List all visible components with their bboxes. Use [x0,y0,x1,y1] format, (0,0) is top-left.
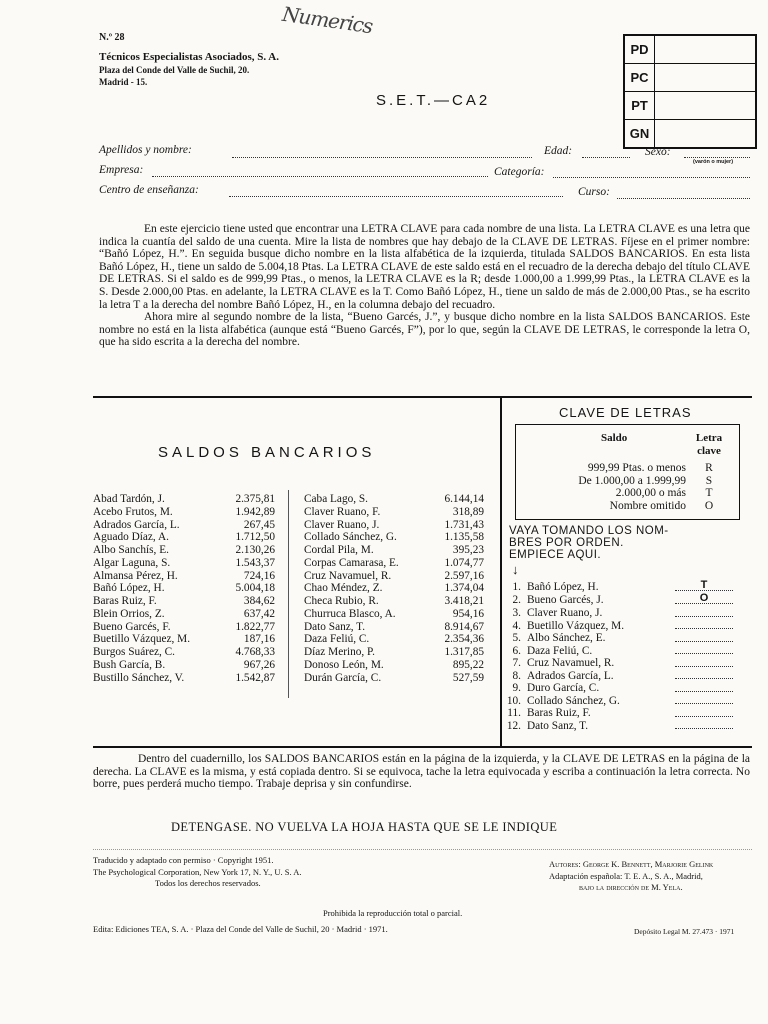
saldo-amount: 5.004,18 [235,582,275,595]
divider-vertical [500,397,502,747]
clave-head-letra: Letra clave [695,432,723,457]
saldo-row [93,646,275,659]
saldo-name: Almansa Pérez, H. [93,569,178,582]
saldo-amount: 1.135,58 [444,531,484,544]
answer-field[interactable] [675,682,733,692]
exercise-item [503,581,748,594]
saldo-row [93,659,275,672]
saldo-name: Baras Ruiz, F. [93,595,157,607]
saldo-row [304,544,484,557]
exercise-name: Buetillo Vázquez, M. [527,619,625,632]
saldo-amount: 2.130,26 [235,544,275,556]
saldo-amount: 1.543,37 [235,556,275,569]
saldo-row [304,519,484,532]
saldo-name: Claver Ruano, F. [304,505,381,518]
saldo-name: Bueno Garcés, F. [93,620,171,633]
clave-letter: S [705,474,713,487]
sexo-note: (varón o mujer) [693,159,734,165]
saldo-amount: 4.768,33 [235,646,275,658]
exercise-item [503,670,748,683]
page-title: S.E.T.—CA2 [376,92,491,109]
saldo-name: Donoso León, M. [304,658,384,671]
exercise-item [503,645,748,658]
saldo-name: Bañó López, H. [93,582,165,595]
empresa-label: Empresa: [99,164,144,176]
saldos-column-divider [288,490,289,698]
saldo-name: Abad Tardón, J. [93,493,165,505]
saldo-row [304,621,484,634]
exercise-name: Dato Sanz, T. [527,719,589,732]
saldo-amount: 1.942,89 [235,505,275,518]
saldo-name: Aguado Díaz, A. [93,531,169,544]
score-boxes [623,34,757,149]
saldo-name: Blein Orrios, Z. [93,607,165,620]
saldo-amount: 384,62 [243,595,275,607]
edad-label: Edad: [544,145,573,157]
exercise-name: Bañó López, H. [527,581,599,593]
saldo-amount: 3.418,21 [444,595,484,607]
saldo-row [304,570,484,583]
sexo-label: Sexo: [645,146,671,158]
saldo-row [304,633,484,646]
saldo-row [304,493,484,506]
saldo-row [304,646,484,659]
exercise-number: 9. [512,682,521,695]
saldos-column-1 [93,493,275,684]
exercise-number: 8. [512,669,521,682]
saldo-amount: 954,16 [452,607,484,620]
answer-field[interactable] [675,620,733,630]
saldo-row [93,672,275,685]
saldo-name: Burgos Suárez, C. [93,646,176,658]
saldo-name: Cruz Navamuel, R. [304,569,392,582]
exercise-number: 4. [512,619,521,632]
answer-field[interactable]: T [675,581,733,591]
clave-range: 999,99 Ptas. o menos [587,462,686,474]
exercise-list [503,581,748,732]
exercise-item [503,620,748,633]
saldo-amount: 527,59 [452,671,484,684]
curso-field[interactable] [617,198,750,199]
saldo-amount: 637,42 [243,607,275,620]
score-box-pc[interactable]: PC [625,64,755,92]
saldo-amount: 1.317,85 [444,646,484,658]
form-number: N.º 28 [99,32,125,43]
exercise-number: 10. [506,694,521,707]
saldo-amount: 267,45 [243,518,275,531]
categoria-label: Categoría: [494,166,545,178]
saldo-amount: 2.354,36 [444,633,484,646]
saldo-amount: 6.144,14 [444,493,484,505]
answer-field[interactable] [675,707,733,717]
score-box-gn[interactable]: GN [625,120,755,147]
exercise-name: Cruz Navamuel, R. [527,657,615,670]
answer-field[interactable] [675,632,733,642]
exercise-name: Claver Ruano, J. [527,607,603,619]
handwritten-annotation: Numerics [280,1,374,39]
exercise-item [503,707,748,720]
saldo-row [93,557,275,570]
saldo-row [304,582,484,595]
answer-field[interactable] [675,720,733,730]
arrow-down-icon: ↓ [512,562,519,577]
exercise-name: Collado Sánchez, G. [527,694,620,707]
answer-field[interactable] [675,645,733,655]
saldo-name: Dato Sanz, T. [304,620,366,633]
clave-range: De 1.000,00 a 1.999,99 [578,474,686,487]
footer-edita: Edita: Ediciones TEA, S. A. · Plaza del Conde del Valle de Suchil, 20 · Madrid · 1971. [93,924,388,934]
saldo-name: Checa Rubio, R. [304,595,379,607]
saldo-name: Albo Sanchís, E. [93,544,169,556]
saldo-row [304,557,484,570]
exercise-name: Adrados García, L. [527,669,614,682]
clave-letter: R [705,462,713,474]
saldo-row [93,595,275,608]
saldo-amount: 724,16 [243,569,275,582]
divider-bottom [93,746,752,748]
answer-field[interactable] [675,695,733,705]
clave-letter: T [705,487,713,499]
saldo-row [304,531,484,544]
clave-range: 2.000,00 o más [615,487,686,499]
exercise-name: Albo Sánchez, E. [527,632,606,645]
clave-box [515,424,740,520]
saldo-row [93,621,275,634]
exercise-number: 11. [507,707,521,720]
saldo-row [304,595,484,608]
exercise-number: 5. [512,632,521,645]
answer-field[interactable] [675,657,733,667]
saldo-row [304,659,484,672]
clave-letter: O [704,499,714,512]
saldo-name: Claver Ruano, J. [304,518,380,531]
saldo-row [93,493,275,506]
saldo-row [304,506,484,519]
saldo-amount: 1.822,77 [235,620,275,633]
instructions-paragraph-1: En este ejercicio tiene usted que encontrar una LETRA CLAVE para cada nombre de una lista. La LETRA CLAVE es una letra que indica la cuantía del saldo de una cuenta. Mire la lista de nombres que hay debajo de la CLAVE DE LETRAS. Fíjese en el primer nombre: “Bañó López, H.”. En seguida busque dicho nombre en la lista alfabética de la izquierda, titulada SALDOS BANCARIOS. En esta lista Bañó López, H., tiene un saldo de 5.004,18 Ptas. La LETRA CLAVE de este saldo está en el recuadro de la derecha debajo del título CLAVE DE LETRAS. Si el saldo es de 999,99 Ptas., o menos, la LETRA CLAVE es la R; desde 1.000,00 a 1.999,99 Ptas., la LETRA CLAVE es la S. Desde 2.000,00 Ptas. en adelante, la LETRA CLAVE es la T. Como Bañó López, H., tiene un saldo de más de 2.000,00 Ptas., se ha escrito la letra T a la derecha del nombre Bañó López, H., en la columna debajo del recuadro. [99,223,750,311]
curso-label: Curso: [578,186,610,198]
saldo-row [93,582,275,595]
saldo-amount: 895,22 [452,658,484,671]
saldo-amount: 1.731,43 [444,518,484,531]
saldo-name: Collado Sánchez, G. [304,531,397,544]
answer-field[interactable] [675,670,733,680]
saldo-amount: 395,23 [452,544,484,556]
saldo-name: Churruca Blasco, A. [304,607,396,620]
clave-title: CLAVE DE LETRAS [559,405,692,420]
centro-field[interactable] [229,196,563,197]
divider-top [93,396,752,398]
saldo-row [93,633,275,646]
instructions-paragraph-2: Ahora mire al segundo nombre de la lista, “Bueno Garcés, J.”, y busque dicho nombre en la lista SALDOS BANCARIOS. Este nombre no está en la lista alfabética (aunque está “Bueno Garcés, F”), por lo que, según la CLAVE DE LETRAS, le corresponde la letra O, que ha sido escrita a la derecha del nombre. [99,311,750,349]
exercise-number: 1. [512,581,521,593]
saldo-row [93,519,275,532]
footer-left: Traducido y adaptado con permiso · Copyright 1951. The Psychological Corporation, New York 17, N. Y., U. S. A. Todos los derechos reservados. [93,855,302,888]
exercise-number: 2. [512,594,521,606]
saldo-name: Díaz Merino, P. [304,646,375,658]
clave-letters [692,462,726,512]
instructions [99,223,750,349]
saldos-title: SALDOS BANCARIOS [158,444,376,461]
stop-notice: DETENGASE. NO VUELVA LA HOJA HASTA QUE SE LE INDIQUE [171,820,558,834]
categoria-field[interactable] [553,177,750,178]
exercise-heading: VAYA TOMANDO LOS NOM- BRES POR ORDEN. EMPIECE AQUI. [509,525,669,561]
exercise-item [503,682,748,695]
footer-deposito: Depósito Legal M. 27.473 · 1971 [634,927,735,936]
saldo-amount: 8.914,67 [444,620,484,633]
company-city: Madrid - 15. [99,77,148,87]
exercise-number: 12. [506,719,521,732]
saldo-amount: 1.712,50 [235,531,275,544]
empresa-field[interactable] [152,176,488,177]
company-address: Plaza del Conde del Valle de Suchil, 20. [99,65,250,75]
score-box-pt[interactable]: PT [625,92,755,120]
saldo-name: Caba Lago, S. [304,493,369,505]
saldo-row [93,570,275,583]
saldo-amount: 1.374,04 [444,582,484,595]
saldo-name: Algar Laguna, S. [93,556,171,569]
footer-right: Autores: George K. Bennett, Marjorie Gelink Adaptación española: T. E. A., S. A., Madrid, bajo la dirección de M. Yela. [549,859,714,892]
clave-head-saldo: Saldo [601,432,628,444]
saldo-amount: 2.597,16 [444,569,484,582]
footer-separator [93,849,752,850]
saldo-row [93,608,275,621]
bottom-instructions: Dentro del cuadernillo, los SALDOS BANCARIOS están en la página de la izquierda, y la CLAVE DE LETRAS en la página de la derecha. La CLAVE es la misma, y está copiada dentro. Si se equivoca, tache la letra equivocada y escriba a continuación la letra correcta. No borre, pues perderá mucho tiempo. Trabaje deprisa y sin confundirse. [93,753,750,791]
exercise-item [503,657,748,670]
edad-field[interactable] [582,157,630,158]
saldo-name: Daza Feliú, C. [304,633,370,646]
saldo-name: Cordal Pila, M. [304,544,374,556]
answer-field[interactable] [675,607,733,617]
saldo-row [93,506,275,519]
footer-prohibida: Prohibida la reproducción total o parcial. [323,908,463,918]
exercise-number: 7. [512,657,521,670]
saldo-amount: 967,26 [243,658,275,671]
clave-ranges [516,462,686,512]
apellidos-label: Apellidos y nombre: [99,144,192,156]
saldo-name: Corpas Camarasa, E. [304,556,399,569]
saldo-row [304,672,484,685]
exercise-item [503,594,748,607]
saldo-name: Durán García, C. [304,671,382,684]
saldo-name: Chao Méndez, Z. [304,582,383,595]
saldo-row [93,531,275,544]
exercise-number: 6. [512,644,521,657]
exercise-name: Daza Feliú, C. [527,644,593,657]
saldo-name: Adrados García, L. [93,518,180,531]
saldo-row [304,608,484,621]
exercise-item [503,632,748,645]
centro-label: Centro de enseñanza: [99,184,199,196]
saldo-amount: 318,89 [452,505,484,518]
saldo-row [93,544,275,557]
saldo-name: Bush García, B. [93,658,166,671]
saldo-amount: 2.375,81 [235,493,275,505]
exercise-name: Bueno Garcés, J. [527,594,604,606]
exercise-item [503,720,748,733]
answer-field[interactable]: O [675,594,733,604]
saldo-name: Bustillo Sánchez, V. [93,671,185,684]
score-box-pd[interactable]: PD [625,36,755,64]
sexo-field[interactable] [684,157,750,158]
exercise-item [503,607,748,620]
saldo-amount: 187,16 [243,633,275,646]
saldo-name: Buetillo Vázquez, M. [93,633,191,646]
exercise-number: 3. [512,607,521,619]
saldo-amount: 1.542,87 [235,671,275,684]
clave-range: Nombre omitido [609,499,686,512]
apellidos-field[interactable] [232,157,532,158]
saldos-column-2 [304,493,484,684]
exercise-name: Baras Ruiz, F. [527,707,591,720]
saldo-amount: 1.074,77 [444,556,484,569]
exercise-item [503,695,748,708]
exercise-name: Duro García, C. [527,682,600,695]
saldo-name: Acebo Frutos, M. [93,505,173,518]
company-name: Técnicos Especialistas Asociados, S. A. [99,51,279,63]
